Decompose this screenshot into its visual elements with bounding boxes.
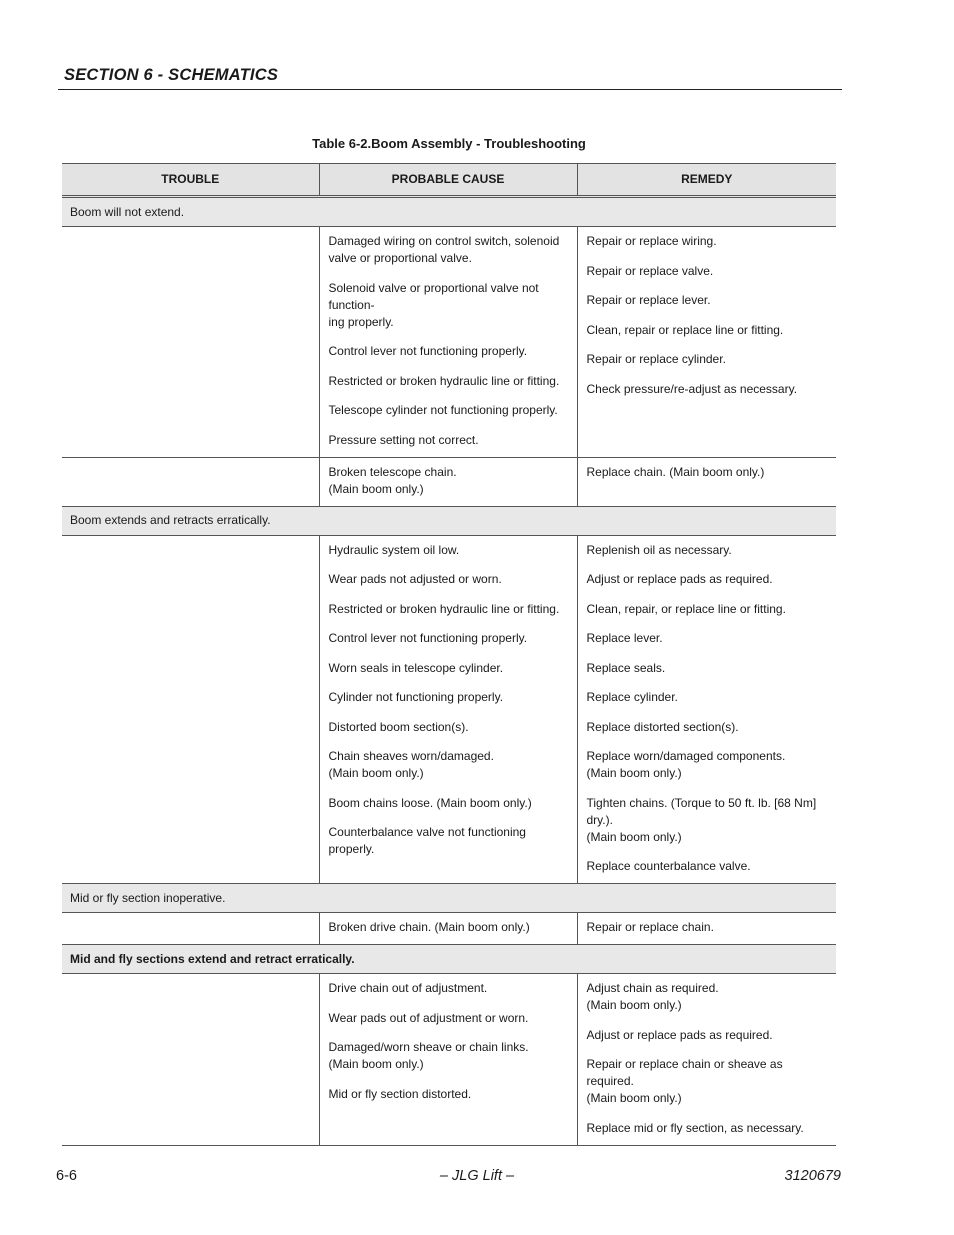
table-header-row [62,164,836,197]
probable-cause-cell [319,974,577,1146]
column-header-remedy: REMEDY [577,164,836,197]
probable-cause: Restricted or broken hydraulic line or fitting. [328,373,560,388]
remedy-cell [577,974,836,1146]
trouble-row [62,506,836,535]
remedy: Replace chain. (Main boom only.) [586,464,765,479]
probable-cause: Control lever not functioning properly. [328,344,528,358]
remedy: Replace cylinder. [586,690,678,704]
remedy: Adjust or replace pads as required. [586,572,773,586]
remedy: Repair or replace chain or sheave as required. (Main boom only.) [586,1057,783,1105]
remedy: Replace seals. [586,660,666,675]
section-header [58,64,842,90]
probable-cause: Wear pads not adjusted or worn. [328,572,502,586]
section-title: SECTION 6 - SCHEMATICS [64,66,279,84]
probable-cause: Solenoid valve or proportional valve not function- ing properly. [328,280,539,329]
probable-cause: Boom chains loose. (Main boom only.) [328,795,532,810]
cause-remedy-group [62,535,836,884]
probable-cause: Chain sheaves worn/damaged. (Main boom only.) [328,749,494,780]
remedy: Repair or replace valve. [586,263,714,278]
probable-cause: Worn seals in telescope cylinder. [328,660,504,675]
probable-cause: Drive chain out of adjustment. [328,981,488,995]
column-header-trouble: TROUBLE [62,164,319,197]
probable-cause: Damaged wiring on control switch, solenoid valve or proportional valve. [328,234,560,265]
probable-cause: Restricted or broken hydraulic line or fitting. [328,601,560,616]
trouble-label: Boom extends and retracts erratically. [62,506,836,535]
cause-remedy-group [62,457,836,506]
probable-cause: Counterbalance valve not functioning properly. [328,825,526,856]
remedy: Replace lever. [586,631,663,645]
remedy: Replace mid or fly section, as necessary. [586,1120,804,1135]
cause-remedy-group [62,227,836,458]
footer-publisher: – JLG Lift – [439,1168,515,1184]
probable-cause: Wear pads out of adjustment or worn. [328,1010,529,1025]
probable-cause: Pressure setting not correct. [328,432,479,447]
remedy: Tighten chains. (Torque to 50 ft. lb. [68 Nm] dry.). (Main boom only.) [586,795,817,844]
remedy: Check pressure/re-adjust as necessary. [586,381,798,396]
trouble-label: Mid or fly section inoperative. [62,884,836,913]
trouble-cell [62,974,319,1146]
probable-cause: Hydraulic system oil low. [328,542,460,557]
remedy-cell [577,913,836,945]
remedy: Repair or replace chain. [586,920,714,934]
probable-cause: Cylinder not functioning properly. [328,690,504,704]
footer-doc-number: 3120679 [784,1168,841,1184]
footer-page-number: 6-6 [56,1168,77,1184]
trouble-cell [62,227,319,458]
remedy: Clean, repair or replace line or fitting. [586,322,784,337]
probable-cause-cell [319,457,577,506]
remedy: Replace counterbalance valve. [586,859,751,873]
trouble-row [62,197,836,227]
trouble-cell [62,913,319,945]
remedy: Replace distorted section(s). [586,719,739,734]
remedy-cell [577,227,836,458]
table-body [62,197,836,1146]
probable-cause: Broken drive chain. (Main boom only.) [328,920,530,934]
probable-cause: Damaged/worn sheave or chain links. (Main boom only.) [328,1040,529,1071]
remedy: Repair or replace cylinder. [586,352,726,366]
probable-cause: Broken telescope chain. (Main boom only.) [328,464,457,496]
remedy-cell [577,457,836,506]
column-header-probable-cause: PROBABLE CAUSE [319,164,577,197]
remedy: Clean, repair, or replace line or fitting. [586,601,786,616]
probable-cause: Distorted boom section(s). [328,719,469,734]
remedy: Repair or replace wiring. [586,234,717,248]
remedy: Replace worn/damaged components. (Main boom only.) [586,749,786,780]
cause-remedy-group [62,913,836,945]
trouble-row [62,945,836,974]
remedy: Adjust chain as required. (Main boom only.) [586,981,719,1012]
remedy: Replenish oil as necessary. [586,542,732,557]
trouble-row [62,884,836,913]
trouble-cell [62,457,319,506]
probable-cause-cell [319,535,577,884]
remedy-cell [577,535,836,884]
probable-cause-cell [319,913,577,945]
probable-cause-cell [319,227,577,458]
remedy: Repair or replace lever. [586,293,711,307]
probable-cause: Telescope cylinder not functioning properly. [328,403,558,417]
trouble-cell [62,535,319,884]
table-title: Table 6-2.Boom Assembly - Troubleshooting [312,136,586,151]
probable-cause: Control lever not functioning properly. [328,631,528,645]
troubleshooting-table [62,163,836,1146]
remedy: Adjust or replace pads as required. [586,1027,773,1042]
trouble-label: Boom will not extend. [62,197,836,227]
trouble-label: Mid and fly sections extend and retract erratically. [62,945,836,974]
cause-remedy-group [62,974,836,1146]
probable-cause: Mid or fly section distorted. [328,1086,472,1101]
